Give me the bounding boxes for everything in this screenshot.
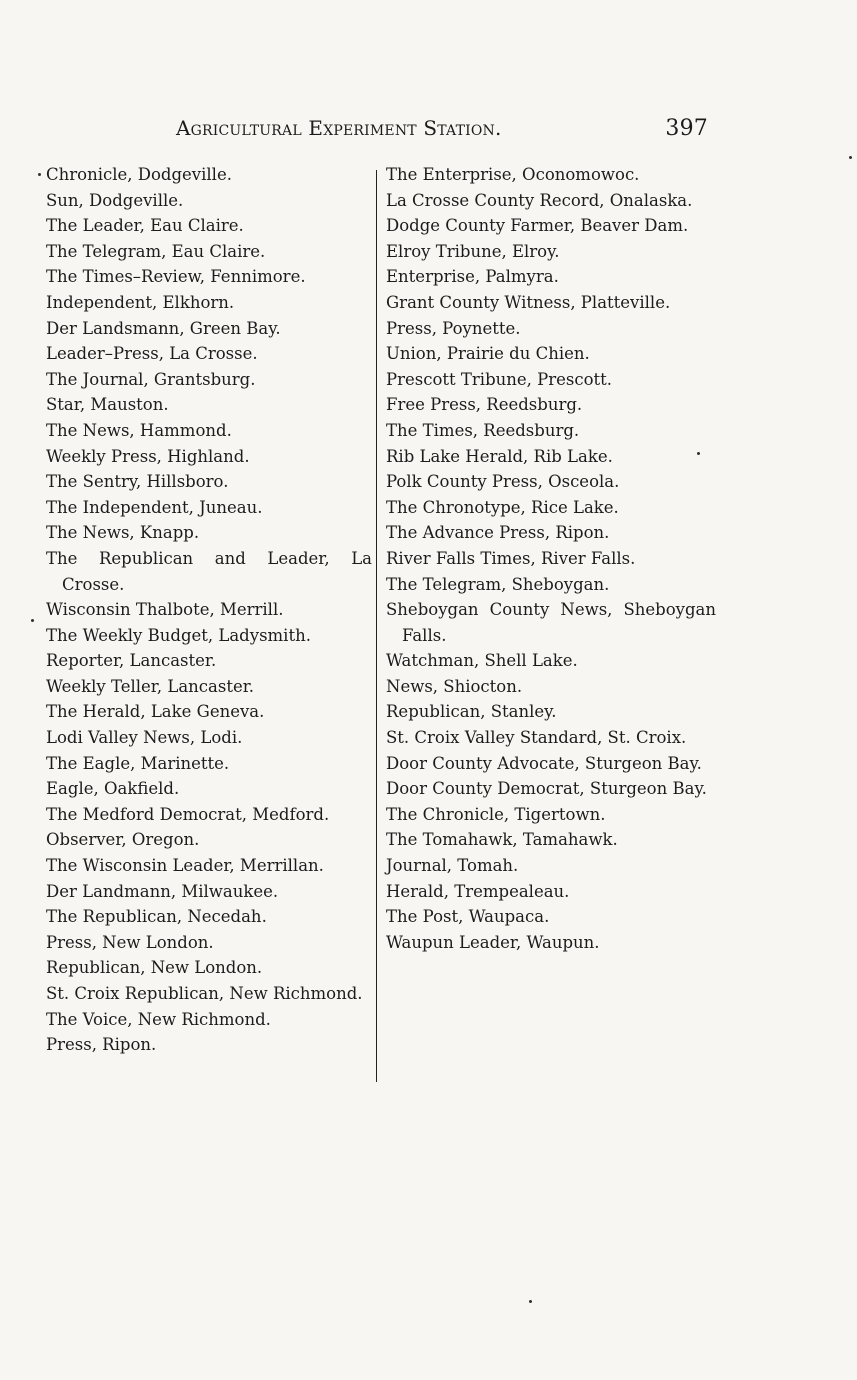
newspaper-entry: Polk County Press, Osceola.	[386, 472, 620, 492]
newspaper-entry: Wisconsin Thalbote, Merrill.	[46, 600, 284, 620]
newspaper-entry: Door County Advocate, Sturgeon Bay.	[386, 753, 702, 773]
newspaper-entry: Der Landmann, Milwaukee.	[46, 881, 279, 901]
running-header	[176, 116, 716, 144]
newspaper-entry: Grant County Witness, Platteville.	[386, 292, 671, 312]
newspaper-entry: Chronicle, Dodgeville.	[46, 165, 232, 184]
newspaper-entry: The Eagle, Marinette.	[46, 753, 230, 773]
newspaper-entry: Herald, Trempealeau.	[386, 881, 570, 901]
newspaper-entry: News, Shiocton.	[386, 676, 523, 696]
newspaper-entry: Republican, Stanley.	[386, 702, 557, 722]
newspaper-entry: The Voice, New Richmond.	[46, 1009, 271, 1029]
newspaper-entry: Star, Mauston.	[46, 395, 169, 415]
newspaper-entry: River Falls Times, River Falls.	[386, 548, 636, 568]
newspaper-entry: Prescott Tribune, Prescott.	[386, 369, 613, 389]
newspaper-entry: The Times, Reedsburg.	[386, 420, 580, 440]
newspaper-entry: Press, Poynette.	[386, 318, 521, 338]
print-speck	[849, 156, 852, 159]
newspaper-entry: The Republican, Necedah.	[46, 907, 267, 927]
newspaper-entry: The Independent, Juneau.	[46, 497, 263, 517]
print-speck	[38, 173, 41, 176]
newspaper-entry: The Sentry, Hillsboro.	[46, 472, 229, 492]
newspaper-entry: Elroy Tribune, Elroy.	[386, 241, 560, 261]
newspaper-entry: Lodi Valley News, Lodi.	[46, 728, 243, 748]
newspaper-entry: Enterprise, Palmyra.	[386, 267, 559, 287]
newspaper-entry: The Chronotype, Rice Lake.	[386, 497, 619, 517]
running-title: Agricultural Experiment Station.	[176, 116, 502, 140]
newspaper-entry: St. Croix Republican, New Richmond.	[46, 984, 363, 1003]
page-number: 397	[665, 116, 708, 141]
newspaper-entry: Weekly Teller, Lancaster.	[46, 676, 255, 696]
print-speck	[31, 619, 34, 622]
newspaper-entry: Leader–Press, La Crosse.	[46, 344, 258, 364]
newspaper-entry: The News, Hammond.	[46, 420, 232, 440]
newspaper-entry: The Herald, Lake Geneva.	[46, 702, 265, 722]
newspaper-entry: Independent, Elkhorn.	[46, 292, 235, 312]
print-speck	[529, 1300, 532, 1303]
newspaper-entry: Der Landsmann, Green Bay.	[46, 318, 281, 338]
newspaper-entry: Eagle, Oakfield.	[46, 779, 180, 799]
newspaper-entry: Reporter, Lancaster.	[46, 651, 217, 671]
newspaper-entry: Sheboygan County News, Sheboygan Falls.	[386, 600, 716, 645]
newspaper-entry: Observer, Oregon.	[46, 830, 200, 850]
newspaper-entry: The Enterprise, Oconomowoc.	[386, 165, 640, 184]
newspaper-entry: The Tomahawk, Tamahawk.	[386, 830, 618, 850]
print-speck	[697, 452, 700, 455]
newspaper-entry: St. Croix Valley Standard, St. Croix.	[386, 728, 687, 748]
newspaper-entry: The Republican and Leader, La Crosse.	[46, 548, 372, 594]
newspaper-entry: Watchman, Shell Lake.	[386, 651, 578, 671]
newspaper-entry: Rib Lake Herald, Rib Lake.	[386, 446, 613, 466]
newspaper-entry: The Times–Review, Fennimore.	[46, 267, 306, 287]
newspaper-entry: Union, Prairie du Chien.	[386, 344, 590, 364]
newspaper-entry: The News, Knapp.	[46, 523, 200, 543]
column-divider	[376, 170, 377, 1082]
right-column	[386, 162, 716, 955]
newspaper-entry: The Journal, Grantsburg.	[46, 369, 256, 389]
newspaper-entry: The Advance Press, Ripon.	[386, 523, 610, 543]
newspaper-entry: Free Press, Reedsburg.	[386, 395, 583, 415]
newspaper-entry: The Post, Waupaca.	[386, 907, 550, 927]
newspaper-entry: Republican, New London.	[46, 958, 263, 978]
newspaper-entry: Press, Ripon.	[46, 1035, 157, 1055]
newspaper-entry: The Medford Democrat, Medford.	[46, 804, 330, 824]
newspaper-entry: Door County Democrat, Sturgeon Bay.	[386, 779, 707, 799]
newspaper-entry: Dodge County Farmer, Beaver Dam.	[386, 216, 689, 236]
newspaper-entry: Weekly Press, Highland.	[46, 446, 250, 466]
newspaper-entry: Waupun Leader, Waupun.	[386, 932, 600, 952]
newspaper-entry: The Chronicle, Tigertown.	[386, 804, 606, 824]
newspaper-entry: The Wisconsin Leader, Merrillan.	[46, 856, 324, 876]
newspaper-entry: The Telegram, Sheboygan.	[386, 574, 610, 594]
newspaper-entry: La Crosse County Record, Onalaska.	[386, 190, 693, 210]
newspaper-entry: Sun, Dodgeville.	[46, 190, 184, 210]
newspaper-entry: Press, New London.	[46, 932, 214, 952]
newspaper-entry: Journal, Tomah.	[386, 856, 519, 876]
left-column	[46, 162, 372, 1058]
newspaper-entry: The Telegram, Eau Claire.	[46, 241, 266, 261]
newspaper-entry: The Leader, Eau Claire.	[46, 216, 244, 236]
newspaper-entry: The Weekly Budget, Ladysmith.	[46, 625, 311, 645]
